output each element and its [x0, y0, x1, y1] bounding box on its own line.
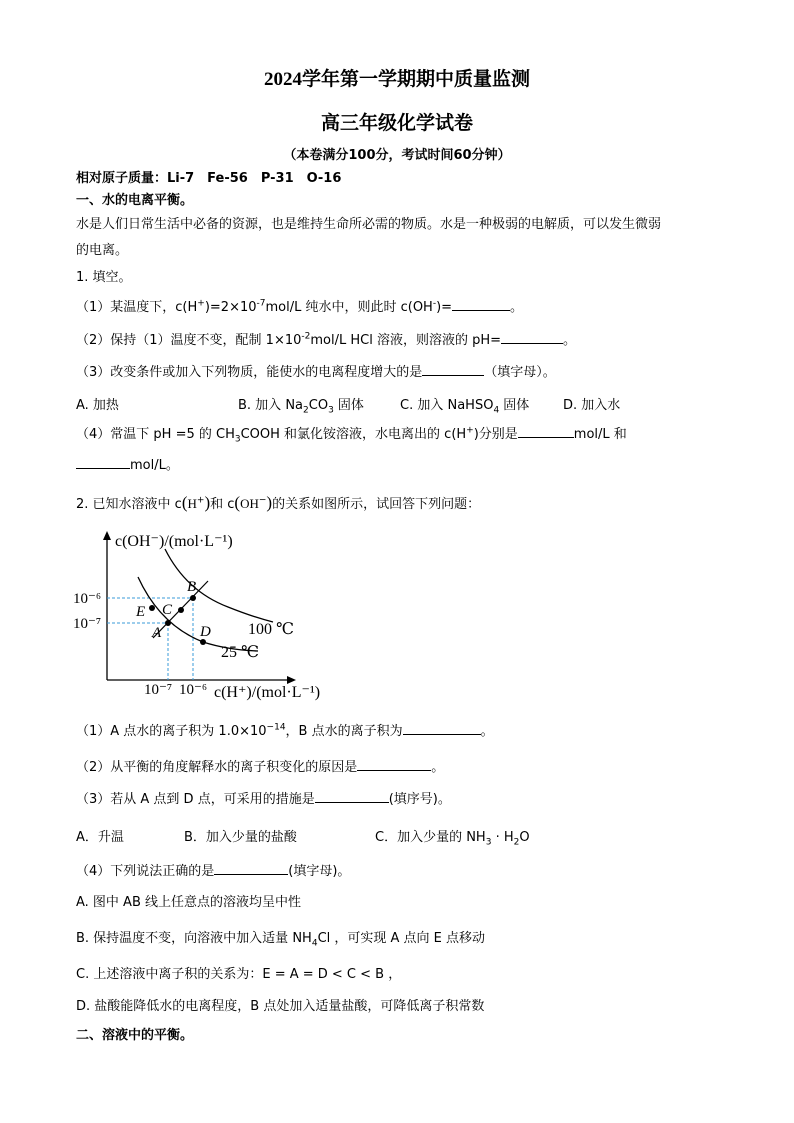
q2-option-c-text-a: C．加入少量的 NH [375, 830, 486, 845]
q1-option-b-text-c: 固体 [333, 398, 364, 413]
q2-option-c-sub2: 2 [513, 837, 520, 848]
q1-part2-tail: 。 [563, 333, 577, 348]
q1-part2 [76, 331, 576, 351]
q1-part4-sub: 3 [234, 434, 241, 445]
q1-part1-exp: -7 [256, 298, 266, 309]
q1-option-c [400, 394, 530, 416]
q2-option-c-text-c: O [519, 830, 530, 845]
q2-part1-tail: 。 [480, 724, 494, 739]
point-e-label: E [136, 604, 146, 620]
q2-part3-tail: (填序号)。 [388, 792, 451, 807]
q2-option-c [375, 826, 530, 848]
q1-option-a: A. 加热 [76, 398, 119, 413]
exam-title: 2024学年第一学期期中质量监测 [263, 69, 530, 90]
section1-heading: 一、水的电离平衡。 [76, 193, 194, 208]
section1-intro-line1: 水是人们日常生活中必备的资源，也是维持生命所必需的物质。水是一种极弱的电解质，可以发生微弱 [76, 217, 662, 232]
x-axis-arrow [287, 676, 296, 684]
q2-stem-oh: OH [240, 496, 259, 511]
q1-part4-text-d: mol/L 和 [573, 427, 627, 442]
y-tick-1: 10⁻⁶ [73, 591, 102, 607]
q1-part1-text-a: （1）某温度下，c(H [76, 300, 198, 315]
q1-option-c-sub: 4 [493, 405, 500, 416]
q2-part4-answer-blank[interactable] [214, 862, 288, 875]
q1-part4-line2 [76, 456, 179, 476]
q2-part3 [76, 790, 451, 810]
q2-option-c-text-b: · H [491, 830, 514, 845]
q1-option-d: D. 加入水 [563, 398, 621, 413]
q1-part4-text-b: COOH 和氯化铵溶液，水电离出的 c(H [240, 427, 467, 442]
q1-part4: （4）常温下 pH =5 的 $CH_3COOH$ 和氯化铵溶液，水电离出的 c(H+)分别是 mol/L 和 [76, 425, 627, 445]
q2-part4 [76, 862, 350, 882]
q1-part3-answer-blank[interactable] [422, 363, 484, 376]
point-a-dot [165, 620, 171, 626]
q2-stem-text-c: 的关系如图所示，试回答下列问题： [272, 497, 481, 512]
q2-part4-text: （4）下列说法正确的是 [76, 864, 215, 879]
q2-choice-b-text-a: B. 保持温度不变，向溶液中加入适量 NH [76, 931, 312, 946]
q1-part4-text-c: )分别是 [473, 427, 518, 442]
y-tick-2: 10⁻⁷ [73, 616, 102, 632]
curve-hot-label: 100 ℃ [248, 621, 294, 638]
q2-part1 [76, 722, 494, 742]
q2-part4-tail: (填字母)。 [288, 864, 351, 879]
exam-note: （本卷满分100分，考试时间60分钟） [283, 148, 511, 163]
y-axis-arrow [103, 531, 111, 540]
q1-part1: （1）某温度下，$c(H^+)=2\times 10^{-7}mol/L$ 纯水中，则此时 c(OH-)= 。 [76, 298, 524, 315]
q2-part2-answer-blank[interactable] [357, 758, 431, 771]
q2-stem-text-b: 和 c [210, 497, 235, 512]
q2-part3-answer-blank[interactable] [315, 790, 389, 803]
q1-part2-text-b: mol/L HCl 溶液，则溶液的 pH= [310, 333, 502, 348]
point-c-label: C [162, 602, 173, 618]
q1-option-b-text-a: B. 加入 Na [238, 398, 304, 413]
point-d-label: D [200, 624, 211, 640]
q2-option-a: A．升温 [76, 830, 124, 845]
q1-part3-text: （3）改变条件或加入下列物质，能使水的电离程度增大的是 [76, 365, 423, 380]
q1-part2-answer-blank[interactable] [501, 331, 563, 344]
q1-part2-exp: -2 [301, 331, 311, 342]
point-b-label: B [187, 579, 197, 595]
section2-heading: 二、溶液中的平衡。 [76, 1028, 194, 1043]
q2-option-c-sub1: 3 [485, 837, 492, 848]
q2-stem-h: H [187, 496, 197, 511]
q2-option-b: B．加入少量的盐酸 [184, 830, 297, 845]
q1-part4-line2-text: mol/L。 [130, 458, 179, 473]
q1-part4-answer-blank-1[interactable] [518, 425, 574, 438]
q1-part1-text-d: )= [436, 300, 453, 315]
q2-choice-d: D. 盐酸能降低水的电离程度，B 点处加入适量盐酸，可降低离子积常数 [76, 999, 485, 1014]
x-tick-1: 10⁻⁷ [144, 682, 173, 698]
q1-part4-answer-blank-2[interactable] [76, 456, 130, 469]
q2-choice-b-text-b: Cl ，可实现 A 点向 E 点移动 [317, 931, 486, 946]
q1-part3-tail: （填字母）。 [484, 365, 556, 380]
q2-part1-text-a: （1）A 点水的离子积为 1.0×10 [76, 724, 267, 739]
q2-choice-a: A. 图中 AB 线上任意点的溶液均呈中性 [76, 895, 302, 910]
x-tick-2: 10⁻⁶ [179, 682, 208, 698]
atomic-mass-line: 相对原子质量：Li-7 Fe-56 P-31 O-16 [76, 171, 342, 186]
q1-part1-text-b: )=2×10 [204, 300, 257, 315]
q1-part2-text-a: （2）保持（1）温度不变，配制 1×10 [76, 333, 302, 348]
q1-option-c-text-b: 固体 [499, 398, 530, 413]
q1-option-b [238, 394, 364, 416]
point-a-label: A [152, 625, 162, 641]
q1-part1-text-c: mol/L 纯水中，则此时 c(OH [265, 300, 433, 315]
exam-subtitle: 高三年级化学试卷 [320, 112, 473, 134]
q1-option-c-text-a: C. 加入 NaHSO [400, 398, 494, 413]
q1-option-b-sub2: 3 [328, 405, 334, 416]
q1-label: 1. 填空。 [76, 270, 132, 285]
kw-figure [68, 525, 358, 705]
q2-choice-b [76, 929, 485, 949]
q1-option-b-sub1: 2 [303, 405, 309, 416]
y-axis-label: c(OH⁻)/(mol·L⁻¹) [115, 533, 233, 550]
q2-part2-text: （2）从平衡的角度解释水的离子积变化的原因是 [76, 760, 358, 775]
q2-part2-tail: 。 [431, 760, 445, 775]
q1-part1-answer-blank[interactable] [452, 298, 510, 311]
q2-stem-text-a: 2. 已知水溶液中 c [76, 497, 182, 512]
q1-part4-text-a: （4）常温下 pH =5 的 CH [76, 427, 235, 442]
x-axis-label: c(H⁺)/(mol·L⁻¹) [214, 684, 321, 701]
point-e-dot [149, 605, 155, 611]
q2-part1-exp: −14 [266, 722, 286, 733]
q2-part3-text: （3）若从 A 点到 D 点，可采用的措施是 [76, 792, 315, 807]
curve-cold-label: 25 ℃ [221, 644, 259, 661]
q1-part1-tail: 。 [510, 300, 524, 315]
point-b-dot [190, 595, 196, 601]
q2-part1-answer-blank[interactable] [403, 722, 481, 735]
q2-stem: 2. 已知水溶液中 c(H+)和 c(OH−)的关系如图所示，试回答下列问题： [76, 493, 481, 512]
q2-part2 [76, 758, 444, 778]
q1-part3 [76, 363, 556, 383]
q2-part1-text-b: ，B 点水的离子积为 [285, 724, 403, 739]
q2-choice-b-sub: 4 [311, 938, 318, 949]
q1-option-b-text-b: CO [308, 398, 329, 413]
section1-intro-line2: 的电离。 [76, 243, 129, 258]
point-c-dot [178, 607, 184, 613]
q2-choice-c: C. 上述溶液中离子积的关系为：E = A = D < C < B ， [76, 967, 402, 982]
